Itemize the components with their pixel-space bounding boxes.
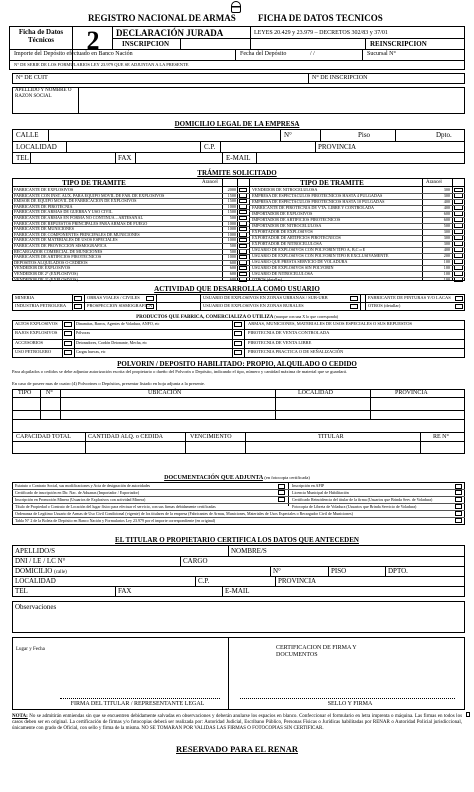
tramite-checkbox[interactable] (239, 244, 247, 249)
polvorin-localidad-header: LOCALIDAD (298, 390, 333, 396)
row-divider (12, 226, 249, 227)
tramite-item-label: IMPORTADOR DE ARTIFICIOS PIROTECNICOS (252, 216, 341, 222)
tramite-checkbox[interactable] (454, 277, 463, 282)
tramite-item-arancel: 1500 (227, 209, 236, 215)
tramite-checkbox[interactable] (454, 199, 463, 204)
tramite-item-arancel: 1000 (227, 254, 236, 260)
tramite-item-label: FABRICANTE DE ARTIFICIOS PIROTECNICOS (14, 254, 102, 260)
actividad-option[interactable]: USUARIO DE EXPLOSIVOS EN ZONAS URBANAS / SUB-URB (203, 295, 328, 300)
tramite-item-label: IMPORTADOR DE NITROCELULOSA (252, 222, 322, 228)
row-divider (12, 232, 249, 233)
tramite-item-label: USUARIO QUE PRESTA SERVICIO DE VOLADURA (252, 258, 348, 264)
row-divider (12, 260, 249, 261)
tramite-col-arancel-right: Arancel (426, 180, 442, 185)
tramite-item-label: FABRICANTE DE PIROTECNIA (14, 203, 73, 209)
argentina-seal-icon (231, 1, 241, 13)
tramite-col-tipo-left: TIPO DE TRAMITE (62, 179, 126, 187)
col-divider (200, 294, 201, 311)
tramite-checkbox[interactable] (454, 271, 463, 276)
tramite-item-label: EXPORTADOR DE EXPLOSIVOS (252, 228, 313, 234)
producto-category-right: ARMAS, MUNICIONES, MATERIALES DE USOS ESPECIALES O SUS REPUESTOS (248, 321, 412, 326)
actividad-title: ACTIVIDAD QUE DESARROLLA COMO USUARIO (154, 285, 320, 293)
col-divider (74, 320, 75, 358)
tramite-item-arancel: 400 (443, 204, 450, 210)
inscripcion-option[interactable]: INSCRIPCION (122, 40, 170, 48)
producto-detail: Dinamitas, Barros, Agentes de Voladura, ANFO, etc (76, 321, 160, 326)
producto-checkbox[interactable] (64, 341, 72, 346)
actividad-checkbox[interactable] (146, 296, 154, 301)
documentacion-checkbox[interactable] (455, 504, 462, 509)
polvorin-tipo-header: TIPO (18, 390, 32, 396)
fecha-deposito-label: Fecha del Depósito (240, 51, 287, 57)
tramite-checkbox[interactable] (454, 188, 463, 193)
tramite-checkbox[interactable] (239, 232, 247, 237)
producto-category: USO PETROLERO (15, 348, 52, 354)
titular-email-field[interactable]: E-MAIL (225, 587, 250, 595)
tramite-checkbox[interactable] (239, 272, 247, 277)
producto-detail: Cargas huecas, etc (76, 348, 106, 354)
tramite-item-label: EXPORTADOR DE ARTIFICIOS PIROTECNICOS (252, 234, 341, 240)
tramite-item-arancel: 100 (443, 270, 450, 276)
dpto-field[interactable]: Dpto. (436, 131, 452, 139)
tramite-item-label: USUARIO DE EXPLOSIVOS CON POLVORIN TIPO B EXCLUSIVAMENTE (252, 252, 389, 258)
tramite-checkbox[interactable] (454, 241, 463, 246)
actividad-option[interactable]: OBRAS VIALES / CIVILES (87, 295, 140, 300)
tramite-item-label: FABRICANTE DE PROYECCION SISMOGRAFICA (14, 243, 107, 248)
titular-cp-field[interactable]: C.P. (198, 577, 210, 585)
row-divider (12, 517, 465, 518)
titular-domicilio-field[interactable]: DOMICILIO (calle) (15, 567, 67, 575)
col-divider (84, 294, 85, 311)
documentacion-item: Fotocopia de Libreta de Voladura (Usuarios que Brinda Servicio de Voladura) (292, 503, 417, 509)
tramite-item-arancel: 600 (229, 271, 236, 276)
tramite-item-label: EMPRESA DE ESPECTACULOS PIROTECNICOS HASTA 10 PULGADAS (252, 198, 385, 204)
producto-category: ALTOS EXPLOSIVOS (15, 321, 58, 326)
sucursal-field[interactable]: Sucursal N° (367, 51, 396, 57)
tramite-checkbox[interactable] (239, 188, 247, 193)
tramite-checkbox[interactable] (454, 265, 463, 270)
tramite-checkbox[interactable] (454, 193, 463, 198)
tramite-checkbox[interactable] (454, 223, 463, 228)
tramite-item-arancel: 100 (443, 258, 450, 264)
row-divider (249, 241, 465, 242)
row-divider (249, 253, 465, 254)
tramite-item-label: IMPORTADOR DE EXPLOSIVOS (252, 210, 313, 216)
tramite-item-label: VENDEDOR DE EXPLOSIVOS (14, 265, 71, 271)
declaracion-jurada: DECLARACIÓN JURADA (116, 28, 224, 38)
producto-checkbox[interactable] (64, 350, 72, 355)
tramite-checkbox[interactable] (454, 229, 463, 234)
producto-checkbox[interactable] (234, 331, 242, 336)
tramite-item-label: USUARIO DE EXPLOSIVOS CON POLVORIN TIPO A, B,C o E (252, 246, 366, 252)
titular-dpto-field[interactable]: DPTO. (388, 567, 408, 575)
tramite-checkbox[interactable] (239, 238, 247, 243)
actividad-checkbox[interactable] (455, 296, 463, 301)
titular-nombres-field[interactable]: NOMBRE/S (231, 547, 267, 555)
tramite-item-label: FABRICANTE DE MUNICIONES (14, 226, 74, 232)
tramite-item-arancel: 300 (443, 240, 450, 246)
titular-provincia-field[interactable]: PROVINCIA (278, 577, 317, 585)
fax-field[interactable]: FAX (118, 154, 132, 162)
producto-category: BAJOS EXPLOSIVOS (15, 330, 58, 336)
actividad-checkbox[interactable] (146, 304, 154, 309)
tramite-item-arancel: 1000 (227, 237, 236, 243)
row-divider (249, 217, 465, 218)
row-divider (12, 215, 249, 216)
nota-text: NOTA: No se admitirán enmiendas sin que se encuentren debidamente salvadas en observaciones y deberán anularse los espacios en blanco. Confeccionar el formulario en letra imprenta o máquina. Las firmas en todos los casos deben ser en original. La certificación de firmas y/o fotocopias deberá ser realizada por: Autoridad Judicial, Escribano Público, Personas Físicas o Jurídicas habilitadas por RENAR o Autoridad Policial jurisdiccional, únicamente con grado de Oficial, con sello y firma de la misma. NO SE TOMARAN POR VALIDAS LAS FIRMAS O FOTOCOPIAS SIN CERTIFICAR. (12, 714, 463, 732)
tramite-item-arancel: 1500 (227, 198, 236, 204)
producto-detail: Detonadores, Cordón Detonante, Mecha, etc (76, 339, 148, 345)
tramite-checkbox[interactable] (454, 217, 463, 222)
tramite-item-arancel: 300 (443, 228, 450, 234)
tramite-checkbox[interactable] (239, 210, 247, 215)
tramite-item-label: FABRICANTE CON INST. AUX. PARA EQUIPO MOVIL DE FAB. DE EXPLOSIVOS (14, 192, 165, 198)
actividad-checkbox[interactable] (455, 304, 463, 309)
tramite-item-arancel: 1500 (227, 192, 236, 198)
tramite-checkbox[interactable] (239, 204, 247, 209)
row-divider (12, 271, 249, 272)
row-divider (12, 265, 249, 266)
documentacion-checkbox[interactable] (455, 490, 462, 495)
tramite-item-label: VENDEDOR DE 3° (EXPLOSIVOS) (14, 276, 78, 282)
documentacion-item: Tabla N° 2 de la Boleta de Depósito en Banco Nación y Formularios Ley 23.979 por el importe correspondiente (en original) (15, 517, 216, 523)
reinscripcion-option[interactable]: REINSCRIPCION (370, 40, 427, 48)
polvorin-ren-header: RE N° (433, 434, 449, 440)
tramite-checkbox[interactable] (454, 247, 463, 252)
documentacion-item: Certificado Reincidencia del titular de la firma (Usuarios que Brinda Serv. de Voladura) (292, 496, 433, 502)
row-divider (249, 223, 465, 224)
row-divider (249, 211, 465, 212)
tramite-item-arancel: 1000 (227, 226, 236, 232)
row-divider (249, 265, 465, 266)
tramite-item-arancel: 600 (443, 216, 450, 222)
tramite-item-label: VENDEDOR DE NITROCELULOSA (252, 187, 318, 192)
numero-field[interactable]: N° (284, 131, 292, 139)
tramite-item-arancel: 600 (229, 265, 236, 271)
row-divider (249, 259, 465, 260)
tramite-item-label: USUARIO DE NITROCELULOSA (252, 270, 313, 276)
tramite-checkbox[interactable] (454, 259, 463, 264)
row-divider (12, 277, 249, 278)
n-inscripcion-field[interactable]: N° DE INSCRIPCION (312, 75, 368, 81)
titular-cargo-field[interactable]: CARGO (183, 557, 208, 565)
tramite-item-arancel: 600 (229, 259, 236, 265)
actividad-option[interactable]: OTROS (detallar) (368, 303, 401, 308)
row-divider (249, 235, 465, 236)
documentacion-title: DOCUMENTACIÓN QUE ADJUNTA (en fotocopia certificada) (164, 475, 310, 481)
documentacion-item: Estatuto o Contrato Social, sus modificaciones y Acta de designación de autoridades (15, 483, 151, 488)
tramite-item-label: FABRICANTE DE ARMAS DE GUERRA Y USO CIVIL (14, 209, 113, 215)
tramite-checkbox[interactable] (239, 249, 247, 254)
tramite-checkbox[interactable] (239, 193, 247, 198)
row-divider (12, 243, 249, 244)
col-divider (244, 320, 245, 358)
col-divider (156, 294, 157, 311)
tramite-item-arancel: 300 (443, 187, 450, 192)
row-divider (12, 254, 249, 255)
tel-field[interactable]: TEL (16, 154, 29, 162)
tramite-item-arancel: 1000 (227, 220, 236, 226)
tramite-item-label: FABRICANTE DE MATERIALES DE USOS ESPECIALES (14, 237, 118, 243)
producto-checkbox[interactable] (234, 350, 242, 355)
titular-localidad-field[interactable]: LOCALIDAD (15, 577, 56, 585)
col-divider (62, 320, 63, 358)
actividad-option[interactable]: FABRICANTE DE PINTURAS Y/O LACAS (368, 295, 451, 300)
documentacion-item: Certificado de inscripción en Dir. Nac. de Aduanas (Importador / Exportador) (15, 489, 140, 495)
apellido-nombre-label: APELLIDO Y NOMBRE O RAZON SOCIAL (15, 88, 72, 99)
actividad-checkbox[interactable] (74, 304, 82, 309)
documentacion-checkbox[interactable] (455, 497, 462, 502)
header-title-left: REGISTRO NACIONAL DE ARMAS (88, 13, 236, 23)
polvorin-vencimiento-header: VENCIMIENTO (190, 434, 232, 440)
tramite-item-label: EMISOR DE EQUIPO MOVIL DE FABRICACION DE EXPLOSIVOS (14, 198, 137, 204)
producto-detail: Pólvoras (76, 330, 90, 336)
form-number: 2 (86, 26, 100, 55)
row-divider (12, 204, 249, 205)
tramite-item-arancel: 1000 (227, 231, 236, 237)
tramite-item-arancel: 300 (443, 234, 450, 240)
localidad-field[interactable]: LOCALIDAD (16, 143, 57, 151)
leyes-text: LEYES 20.429 y 23.979 – DECRETOS 302/83 y 37/01 (254, 30, 388, 36)
serie-formularios-label: N° DE SERIE DE LOS FORMULARIOS LEY 23.979 QUE SE ADJUNTAN A LA PRESENTE (14, 62, 189, 67)
tramite-item-arancel: 500 (229, 248, 236, 254)
col-divider (365, 294, 366, 311)
documentacion-item: Título de Propiedad o Contrato de Locación del lugar físico para efectuar el servicio, con sus firmas debidamente certificadas (15, 503, 216, 509)
cuit-field[interactable]: N° DE CUIT (16, 75, 48, 81)
productos-title: PRODUCTOS QUE FABRICA, COMERCIALIZA O UTILIZA (marque con una X lo que corresponda) (136, 314, 338, 320)
documentacion-item: Inscripción en Promoción Minera (Usuarios de Explosivos con actividad Minera) (15, 496, 146, 502)
certificacion-label: CERTIFICACION DE FIRMA Y DOCUMENTOS (276, 645, 357, 658)
col-divider (360, 294, 361, 311)
polvorin-title: POLVORIN / DEPOSITO HABILITADO: PROPIO, ALQUILADO O CEDIDO (117, 360, 357, 368)
actividad-option[interactable]: MINERIA (15, 295, 35, 300)
fecha-deposito-field[interactable]: / / (310, 51, 315, 57)
tramite-item-arancel: 600 (443, 210, 450, 216)
titular-fax-field[interactable]: FAX (118, 587, 132, 595)
actividad-checkbox[interactable] (350, 304, 358, 309)
lugar-fecha-label: Lugar y Fecha (16, 647, 45, 652)
row-divider (249, 193, 465, 194)
titular-apellido-field[interactable]: APELLIDO/S (15, 547, 56, 555)
tramite-item-arancel: 600 (229, 276, 236, 282)
tramite-checkbox[interactable] (239, 199, 247, 204)
tramite-checkbox[interactable] (454, 235, 463, 240)
tramite-item-arancel: 300 (443, 192, 450, 198)
tramite-item-arancel: 400 (443, 246, 450, 252)
tramite-item-label: EMPRESA DE ESPECTACULOS PIROTECNICOS HASTA 4 PULGADAS (252, 192, 383, 198)
tramite-item-arancel: 200 (443, 252, 450, 258)
row-divider (12, 510, 465, 511)
documentacion-checkbox[interactable] (278, 497, 285, 502)
polvorin-titular-header: TITULAR (318, 434, 344, 440)
titular-title: EL TITULAR O PROPIETARIO CERTIFICA LOS DATOS QUE ANTECEDEN (115, 536, 359, 544)
titular-n-field[interactable]: N° (273, 567, 281, 575)
tramite-checkbox[interactable] (454, 253, 463, 258)
col-divider (72, 294, 73, 311)
titular-piso-field[interactable]: PISO (331, 567, 347, 575)
documentacion-checkbox[interactable] (278, 490, 285, 495)
row-divider (12, 237, 249, 238)
domicilio-title: DOMICILIO LEGAL DE LA EMPRESA (174, 120, 300, 128)
row-divider (12, 193, 249, 194)
producto-category-right: PIROTECNIA PRACTICA O DE SEÑALIZACIÓN (248, 348, 344, 354)
tramite-item-arancel: 100 (443, 264, 450, 270)
row-divider (12, 221, 249, 222)
documentacion-item: Licencia Municipal de Habilitación (292, 489, 349, 495)
piso-field[interactable]: Piso (358, 131, 371, 139)
tramite-col-tipo-right: TIPO DE TRAMITE (300, 179, 364, 187)
row-divider (249, 205, 465, 206)
reservado-renar: RESERVADO PARA EL RENAR (176, 744, 298, 754)
tramite-checkbox[interactable] (239, 266, 247, 271)
cp-field[interactable]: C.P. (204, 143, 216, 151)
tramite-item-arancel: 100 (443, 276, 450, 282)
tramite-item-arancel: 2000 (227, 187, 236, 192)
producto-checkbox[interactable] (234, 341, 242, 346)
tramite-item-label: USUARIO DE EXPLOSIVOS SIN POLVORIN (252, 264, 334, 270)
documentacion-item: Ordenanza de Legítimo Usuario de Armas de Uso Civil Condicional (vigente) de los titulares de la empresa (Fabricantes de Armas, Municiones, Materiales de Usos Especiales o Recargador Civil de Municiones) (15, 510, 353, 516)
documentacion-checkbox[interactable] (455, 518, 462, 523)
tramite-item-label: FABRICANTE DE REPUESTOS PRINCIPALES PARA ARMAS DE FUEGO (14, 220, 148, 226)
polvorin-provincia-header: PROVINCIA (395, 390, 428, 396)
row-divider (249, 277, 465, 278)
tramite-title: TRÁMITE SOLICITADO (197, 169, 277, 177)
documentacion-item: Inscripción en AFIP (292, 483, 325, 488)
importe-label: Importe del Depósito efectuado en Banco Nación (14, 51, 133, 57)
producto-checkbox[interactable] (64, 322, 72, 327)
producto-category-right: PIROTECNIA DE VENTA LIBRE (248, 339, 312, 345)
email-field[interactable]: E-MAIL (226, 154, 251, 162)
row-divider (12, 209, 249, 210)
tramite-checkbox[interactable] (239, 260, 247, 265)
tramite-item-label: VENDEDOR DE 2° (EXPLOSIVOS) (14, 271, 78, 276)
row-divider (249, 229, 465, 230)
tramite-checkbox[interactable] (454, 205, 463, 210)
actividad-checkbox[interactable] (350, 296, 358, 301)
documentacion-checkbox[interactable] (278, 484, 285, 489)
row-divider (249, 271, 465, 272)
polvorin-text-1: Para alquilados o cedidos se debe adjuntar autorización escrita del propietario o dueño del Polvorín o Depósito, indicando el tipo, número y cantidad máxima de material que se guardará. (12, 369, 348, 374)
firma-titular-label: FIRMA DEL TITULAR / REPRESENTANTE LEGAL (70, 701, 205, 707)
tramite-item-arancel: 400 (443, 198, 450, 204)
tramite-item-arancel: 500 (443, 222, 450, 228)
documentacion-checkbox[interactable] (455, 511, 462, 516)
tramite-checkbox[interactable] (239, 277, 247, 282)
tramite-item-label: RECARGADOR COMERCIAL DE MUNICIONES (14, 248, 103, 254)
actividad-checkbox[interactable] (74, 296, 82, 301)
actividad-option[interactable]: PROSPECCION SISMOGRAFICA (87, 303, 153, 308)
tramite-item-label: EXPORTADOR DE NITROCELULOSA (252, 240, 322, 246)
producto-checkbox[interactable] (64, 331, 72, 336)
tramite-checkbox[interactable] (239, 227, 247, 232)
tramite-item-label: FABRICANTE DE COMPONENTES PRINCIPALES DE MUNICIONES (14, 231, 140, 237)
tramite-checkbox[interactable] (239, 221, 247, 226)
polvorin-ubicacion-header: UBICACIÓN (148, 390, 182, 396)
polvorin-text-2: En caso de poseer mas de cuatro (4) Polvorines o Depósitos, presentar listado en hoja adjunta a la presente. (12, 381, 205, 386)
actividad-option[interactable]: USUARIO DE EXPLOSIVOS EN ZONAS RURALES (203, 303, 304, 308)
row-divider (12, 198, 249, 199)
provincia-field[interactable]: PROVINCIA (318, 143, 357, 151)
tramite-item-label: FABRICANTE DE PIROTECNIA DE VTA. LIBRE Y CONTROLADA (252, 204, 375, 210)
observaciones-field[interactable]: Observaciones (15, 603, 57, 611)
tramite-item-label: DEPOSITOS ALQUILADOS O CEDIDOS (14, 259, 88, 265)
actividad-option[interactable]: INDUSTRIA PETROLERA (15, 303, 67, 308)
tramite-item-label: OTROS (detallar) (252, 276, 283, 282)
tramite-checkbox[interactable] (454, 211, 463, 216)
tramite-item-label: FABRICANTE DE ARMAS EN FORMA NO CONTINUA – ARTESANAL (14, 215, 144, 220)
documentacion-checkbox[interactable] (455, 484, 462, 489)
producto-checkbox[interactable] (234, 322, 242, 327)
ficha-label: Ficha de Datos Técnicos (18, 28, 64, 44)
titular-dni-field[interactable]: DNI / LE / LC N° (15, 557, 66, 565)
row-divider (12, 249, 249, 250)
side-mark (466, 712, 470, 717)
polvorin-n-header: N° (46, 390, 53, 396)
producto-category: ACCESORIOS (15, 339, 44, 345)
titular-tel-field[interactable]: TEL (15, 587, 28, 595)
calle-field[interactable]: CALLE (16, 131, 39, 139)
tramite-checkbox[interactable] (239, 216, 247, 221)
tramite-item-label: FABRICANTE DE EXPLOSIVOS (14, 187, 74, 192)
polvorin-cantidad-header: CANTIDAD ALQ. o CEDIDA (88, 434, 163, 440)
polvorin-capacidad-header: CAPACIDAD TOTAL (16, 434, 71, 440)
col-divider (232, 320, 233, 358)
tramite-col-arancel-left: Arancel (202, 180, 218, 185)
tramite-item-arancel: 1000 (227, 203, 236, 209)
tramite-checkbox[interactable] (239, 255, 247, 260)
tramite-item-arancel: 500 (229, 243, 236, 248)
row-divider (249, 199, 465, 200)
producto-category-right: PIROTECNIA DE VENTA CONTROLADA (248, 330, 330, 336)
header-title-right: FICHA DE DATOS TECNICOS (258, 13, 383, 23)
tramite-item-arancel: 500 (229, 215, 236, 220)
sello-firma-label: SELLO Y FIRMA (327, 701, 373, 707)
row-divider (249, 247, 465, 248)
